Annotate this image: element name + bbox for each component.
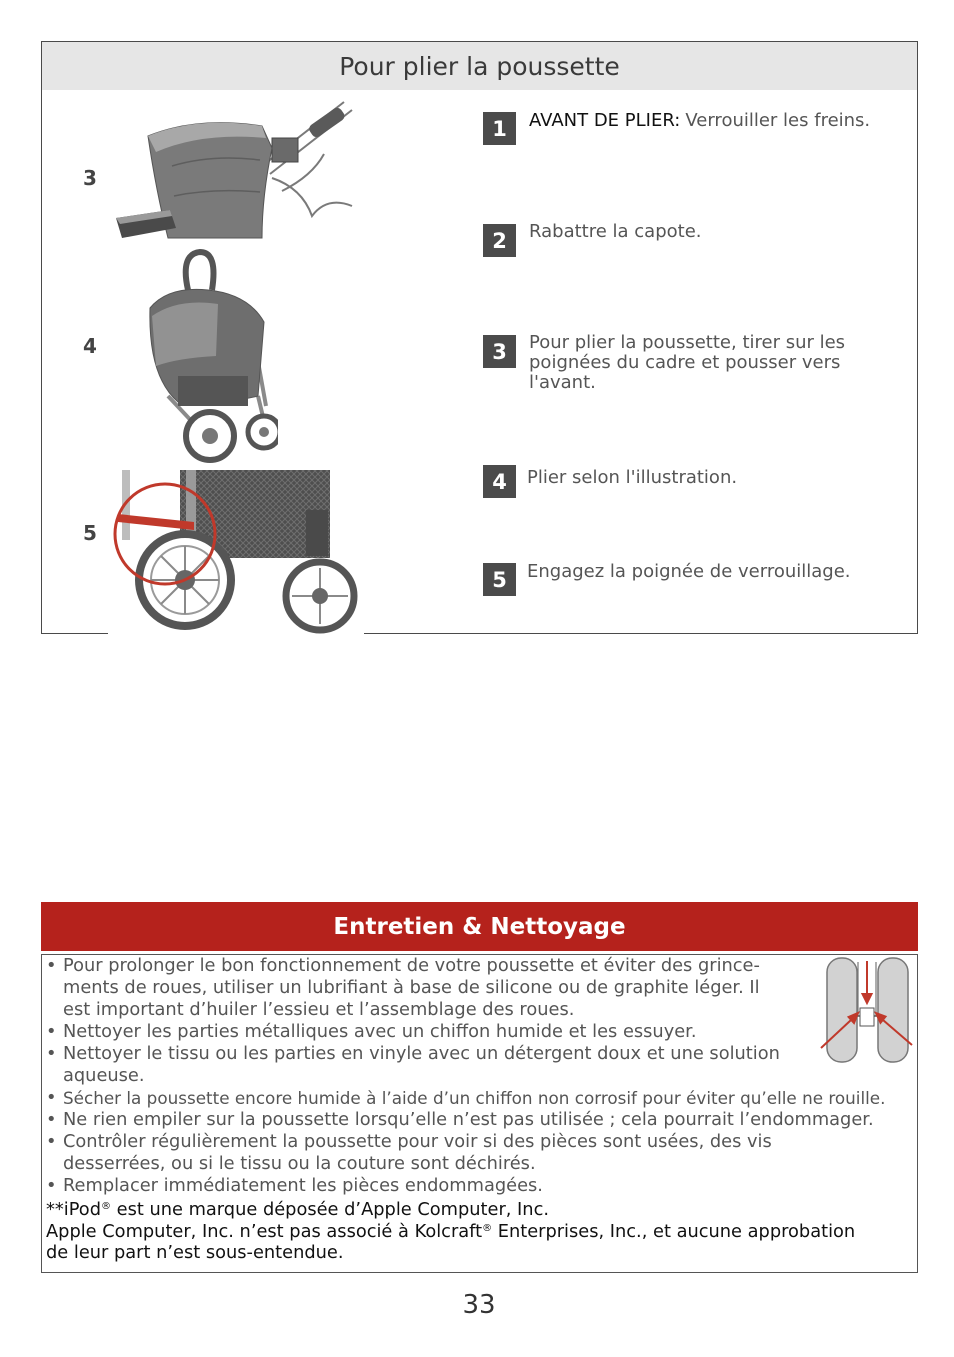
care-bullet-list — [46, 955, 885, 1197]
swivel-wheel-hub — [312, 588, 328, 604]
wheel-lubrication-illustration — [818, 956, 915, 1066]
step-2-text — [529, 222, 702, 242]
bullet-line: Nettoyer le tissu ou les parties en vinyle avec un détergent doux et une solution — [63, 1043, 780, 1064]
fold-section-title: Pour plier la poussette — [339, 51, 620, 81]
fold-section-header — [42, 42, 917, 90]
figure-label-4: 4 — [83, 334, 97, 358]
note-text: Enterprises, Inc., et aucune approbation — [492, 1220, 856, 1242]
storage-basket — [178, 376, 248, 406]
step-5-text — [527, 562, 851, 582]
stroller-canopy-fold-illustration — [112, 96, 362, 241]
right-wheel — [878, 958, 908, 1062]
rear-wheel-hub — [259, 427, 269, 437]
care-bullet-lubricate — [46, 955, 885, 1021]
bullet-line: aqueuse. — [63, 1065, 145, 1086]
step-4-badge — [483, 465, 516, 498]
bullet-line: Sécher la poussette encore humide à l’aide d’un chiffon non corrosif pour éviter qu’elle ne rouille. — [63, 1088, 886, 1108]
bullet-marker: • — [46, 1087, 57, 1108]
step-4-number: 4 — [492, 469, 507, 494]
registered-mark: ® — [482, 1222, 493, 1234]
lock-latch-illustration — [108, 468, 364, 636]
bullet-marker: • — [46, 1043, 57, 1064]
bullet-line: Pour prolonger le bon fonctionnement de votre poussette et éviter des grince- — [63, 955, 760, 976]
page-number: 33 — [462, 1290, 496, 1320]
step-3-text — [529, 333, 845, 393]
bullet-marker: • — [46, 1131, 57, 1152]
front-wheel-hub — [202, 428, 218, 444]
step-3-line: poignées du cadre et pousser vers — [529, 352, 841, 373]
bullet-line: desserrées, ou si le tissu ou la couture sont déchirés. — [63, 1153, 536, 1174]
bullet-marker: • — [46, 1175, 57, 1196]
step-3-badge — [483, 335, 516, 368]
trademark-note-disclaimer — [46, 1242, 855, 1264]
step-1-text — [529, 111, 870, 131]
care-bullet-dry — [46, 1087, 885, 1109]
step-2-line: Rabattre la capote. — [529, 221, 702, 242]
note-text: Apple Computer, Inc. n’est pas associé à Kolcraft — [46, 1220, 483, 1242]
bullet-line: Ne rien empiler sur la poussette lorsqu’elle n’est pas utilisée ; cela pourrait l’endommager. — [63, 1109, 874, 1130]
care-bullet-inspect — [46, 1131, 885, 1175]
bullet-marker: • — [46, 1021, 57, 1042]
care-section-title: Entretien & Nettoyage — [333, 913, 626, 940]
care-section-header — [41, 902, 918, 951]
step-5-number: 5 — [492, 567, 507, 592]
step-2-badge — [483, 224, 516, 257]
care-bullet-metal — [46, 1021, 885, 1043]
brake-housing — [272, 138, 298, 162]
step-3-number: 3 — [492, 339, 507, 364]
step-3-line: l'avant. — [529, 372, 596, 393]
step-3-line: Pour plier la poussette, tirer sur les — [529, 332, 846, 353]
seat-fabric — [152, 303, 218, 367]
step-5-line: Engagez la poignée de verrouillage. — [527, 561, 851, 582]
note-text: **iPod — [46, 1199, 101, 1220]
note-text: de leur part n’est sous-entendue. — [46, 1242, 344, 1263]
trademark-notes — [46, 1199, 855, 1264]
left-wheel — [827, 958, 857, 1062]
step-5-badge — [483, 563, 516, 596]
bullet-line: Contrôler régulièrement la poussette pour voir si des pièces sont usées, des vis — [63, 1131, 772, 1152]
handle-grip — [307, 106, 346, 139]
care-bullet-no-stacking — [46, 1109, 885, 1131]
step-1-line: Verrouiller les freins. — [685, 110, 871, 131]
bullet-line: Nettoyer les parties métalliques avec un chiffon humide et les essuyer. — [63, 1021, 697, 1042]
step-1-badge — [483, 112, 516, 145]
care-bullet-replace — [46, 1175, 885, 1197]
step-1-lead: AVANT DE PLIER: — [529, 110, 681, 131]
trademark-note-ipod — [46, 1199, 855, 1221]
swivel-fork — [306, 510, 328, 556]
step-1-number: 1 — [492, 116, 507, 141]
bullet-marker: • — [46, 955, 57, 976]
trademark-note-apple — [46, 1221, 855, 1243]
step-4-text — [527, 468, 737, 488]
stroller-folding-illustration — [138, 246, 278, 464]
registered-mark: ® — [100, 1201, 111, 1212]
bullet-line: est important d’huiler l’essieu et l’assemblage des roues. — [63, 999, 575, 1020]
note-text: est une marque déposée d’Apple Computer, Inc. — [110, 1199, 549, 1220]
figure-label-5: 5 — [83, 521, 97, 545]
care-bullet-fabric — [46, 1043, 885, 1087]
bullet-line: Remplacer immédiatement les pièces endommagées. — [63, 1175, 543, 1196]
step-4-line: Plier selon l'illustration. — [527, 467, 738, 488]
handle — [186, 252, 214, 290]
step-2-number: 2 — [492, 228, 507, 253]
bullet-line: ments de roues, utiliser un lubrifiant à base de silicone ou de graphite léger. Il — [63, 977, 760, 998]
figure-label-3: 3 — [83, 166, 97, 190]
bullet-marker: • — [46, 1109, 57, 1130]
axle-assembly — [860, 1008, 874, 1026]
